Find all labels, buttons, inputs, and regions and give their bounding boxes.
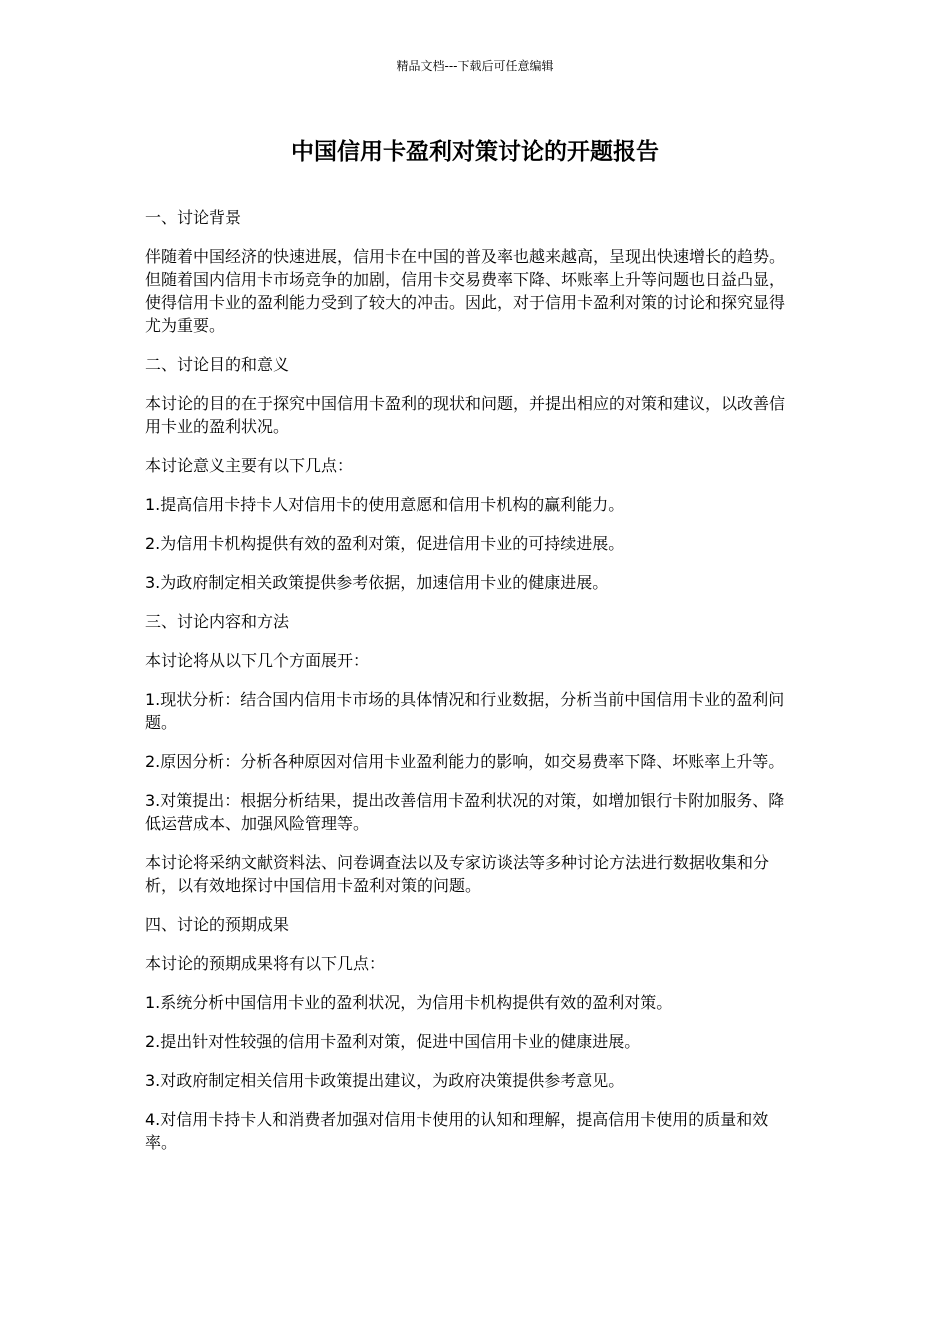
list-item-content-1: 1.现状分析：结合国内信用卡市场的具体情况和行业数据，分析当前中国信用卡业的盈利问题。 <box>145 690 785 732</box>
list-item-results-3: 3.对政府制定相关信用卡政策提出建议，为政府决策提供参考意见。 <box>145 1071 625 1090</box>
list-item-content-2: 2.原因分析：分析各种原因对信用卡业盈利能力的影响，如交易费率下降、坏账率上升等。 <box>145 752 785 771</box>
paragraph-results-intro: 本讨论的预期成果将有以下几点： <box>145 954 386 973</box>
document-title: 中国信用卡盈利对策讨论的开题报告 <box>291 139 659 165</box>
list-item-content-3: 3.对策提出：根据分析结果，提出改善信用卡盈利状况的对策，如增加银行卡附加服务、降低运营成本、加强风险管理等。 <box>145 791 785 833</box>
section-heading-expected-results: 四、讨论的预期成果 <box>145 915 290 934</box>
paragraph-background: 伴随着中国经济的快速进展，信用卡在中国的普及率也越来越高，呈现出快速增长的趋势。但随着国内信用卡市场竞争的加剧，信用卡交易费率下降、坏账率上升等问题也日益凸显，使得信用卡业的盈利能力受到了较大的冲击。因此，对于信用卡盈利对策的讨论和探究显得尤为重要。 <box>145 247 786 335</box>
list-item-results-2: 2.提出针对性较强的信用卡盈利对策，促进中国信用卡业的健康进展。 <box>145 1032 641 1051</box>
paragraph-significance-intro: 本讨论意义主要有以下几点： <box>145 456 354 475</box>
paragraph-method: 本讨论将采纳文献资料法、问卷调查法以及专家访谈法等多种讨论方法进行数据收集和分析，以有效地探讨中国信用卡盈利对策的问题。 <box>145 853 770 895</box>
list-item-significance-2: 2.为信用卡机构提供有效的盈利对策，促进信用卡业的可持续进展。 <box>145 534 625 553</box>
list-item-results-4: 4.对信用卡持卡人和消费者加强对信用卡使用的认知和理解，提高信用卡使用的质量和效率。 <box>145 1110 769 1152</box>
document-body <box>145 206 797 1170</box>
header-note: 精品文档---下载后可任意编辑 <box>396 59 554 73</box>
paragraph-content-intro: 本讨论将从以下几个方面展开： <box>145 651 370 670</box>
list-item-results-1: 1.系统分析中国信用卡业的盈利状况，为信用卡机构提供有效的盈利对策。 <box>145 993 673 1012</box>
section-heading-background: 一、讨论背景 <box>145 208 242 227</box>
paragraph-purpose: 本讨论的目的在于探究中国信用卡盈利的现状和问题，并提出相应的对策和建议，以改善信用卡业的盈利状况。 <box>145 394 786 436</box>
section-heading-content-method: 三、讨论内容和方法 <box>145 612 290 631</box>
list-item-significance-1: 1.提高信用卡持卡人对信用卡的使用意愿和信用卡机构的赢利能力。 <box>145 495 625 514</box>
section-heading-purpose: 二、讨论目的和意义 <box>145 355 290 374</box>
list-item-significance-3: 3.为政府制定相关政策提供参考依据，加速信用卡业的健康进展。 <box>145 573 609 592</box>
